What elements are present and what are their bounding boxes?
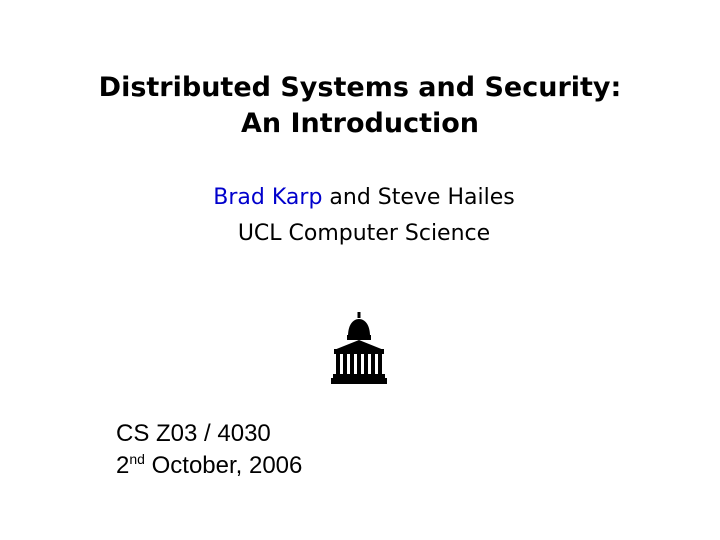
- author-steve-hailes: and Steve Hailes: [322, 185, 515, 210]
- lecture-date: [116, 450, 302, 482]
- slide-title: [0, 70, 720, 142]
- affiliation: UCL Computer Science: [237, 221, 491, 246]
- author-brad-karp-link[interactable]: Brad Karp: [213, 185, 323, 210]
- title-line-2: An Introduction: [240, 108, 480, 139]
- authors-block: [0, 180, 720, 252]
- course-code: CS Z03 / 4030: [116, 420, 271, 447]
- author-names: [0, 180, 720, 216]
- date-rest: October, 2006: [144, 452, 303, 479]
- course-info: [116, 418, 302, 482]
- date-day: 2: [116, 452, 130, 479]
- title-line-1: Distributed Systems and Security:: [98, 72, 622, 103]
- ucl-dome-portico-icon: [330, 312, 388, 384]
- date-day-suffix: nd: [129, 451, 145, 467]
